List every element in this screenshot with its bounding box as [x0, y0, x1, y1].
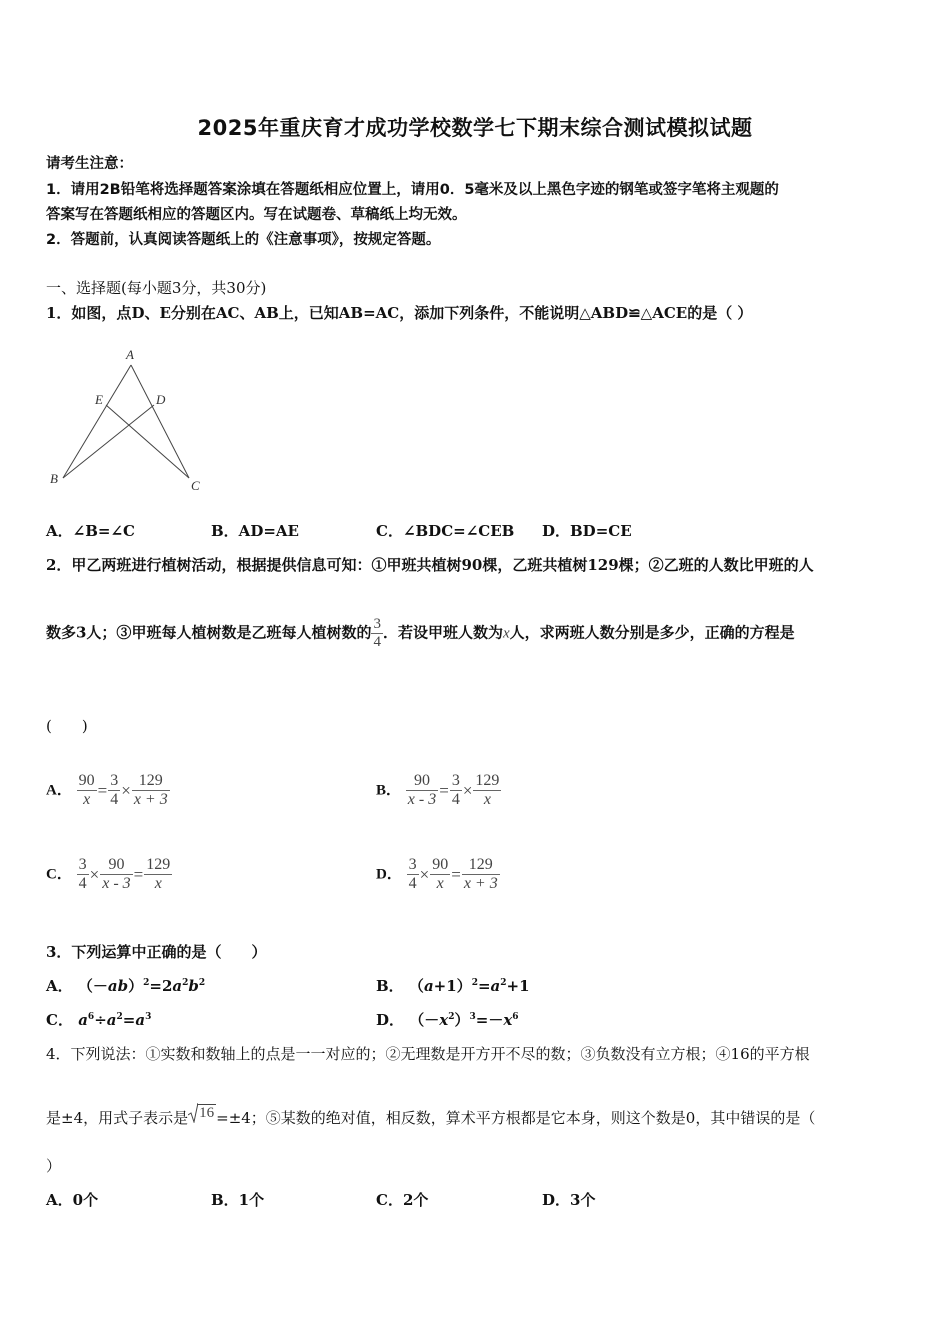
q2-option-c[interactable]: C． $\frac{3}{4}$ × $\frac{90}{x - 3}$ = $\frac{129}{x}$	[46, 856, 171, 892]
label-a: A	[126, 347, 134, 362]
line-ac	[131, 365, 189, 478]
question-4-line-3: ）	[46, 1157, 62, 1175]
q2-option-c-label: C．	[46, 866, 72, 883]
frac-90-over-x: $\frac{90}{x}$	[432, 856, 449, 892]
q1-option-b[interactable]: B．AD=AE	[211, 522, 299, 540]
q2-option-a-label: A．	[46, 782, 72, 799]
line-bd	[63, 405, 154, 478]
frac-129-over-xp3: $\frac{129}{x + 3}$	[463, 856, 498, 892]
line-ec	[106, 405, 189, 478]
frac-129-over-x: $\frac{129}{x}$	[146, 856, 171, 892]
frac-3-over-4: $\frac{3}{4}$	[78, 856, 87, 892]
q2-text-b: ．若设甲班人数为	[382, 623, 503, 642]
notice-line-1b: 答案写在答题纸相应的答题区内。写在试题卷、草稿纸上均无效。	[46, 207, 467, 223]
q4-option-d[interactable]: D．3个	[542, 1191, 596, 1209]
question-4-line-2	[46, 1105, 815, 1128]
q1-option-d[interactable]: D．BD=CE	[542, 522, 632, 540]
question-2-line-2	[46, 616, 795, 651]
question-4-line-1: 4．下列说法：①实数和数轴上的点是一一对应的；②无理数是开方开不尽的数；③负数没有立方根；④16的平方根	[46, 1045, 810, 1063]
frac-90-over-xm3: $\frac{90}{x - 3}$	[102, 856, 131, 892]
q2-frac-den: 4	[373, 634, 381, 650]
q2-option-a[interactable]: A． $\frac{90}{x}$ = $\frac{3}{4}$ × $\frac{129}{x + 3}$	[46, 772, 168, 808]
notice-line-2: 2．答题前，认真阅读答题纸上的《注意事项》，按规定答题。	[46, 232, 441, 248]
radical-sign-icon	[188, 1103, 198, 1123]
q2-answer-paren: ( )	[46, 717, 88, 735]
section-heading: 一、选择题(每小题3分，共30分)	[46, 279, 267, 297]
q3-option-b[interactable]: B． $(a+1)^2=a^2+1$	[376, 977, 530, 995]
q3-option-d[interactable]: D． $(-x^2)^3=-x^6$	[376, 1011, 519, 1029]
question-1-text: 1．如图，点D、E分别在AC、AB上，已知AB=AC，添加下列条件，不能说明△ABD≌△ACE的是（ ）	[46, 304, 753, 322]
q2-option-b-label: B．	[376, 782, 402, 799]
frac-90-over-x: $\frac{90}{x}$	[78, 772, 95, 808]
triangle-figure	[44, 345, 214, 495]
q3-option-d-label: D．	[376, 1011, 405, 1029]
question-3-text: 3．下列运算中正确的是（ ）	[46, 943, 267, 961]
q4-text-a: 是±4，用式子表示是	[46, 1109, 189, 1127]
q2-option-b[interactable]: B． $\frac{90}{x - 3}$ = $\frac{3}{4}$ × $\frac{129}{x}$	[376, 772, 500, 808]
q3-option-a[interactable]: A． $(-ab)^2=2a^2b^2$	[46, 977, 206, 995]
notice-line-1: 1．请用2B铅笔将选择题答案涂填在答题纸相应位置上，请用0．5毫米及以上黑色字迹的钢笔或签字笔将主观题的	[46, 182, 779, 198]
frac-90-over-xm3: $\frac{90}{x - 3}$	[407, 772, 437, 808]
line-ab	[63, 365, 131, 478]
q3-option-a-label: A．	[46, 977, 73, 995]
label-c: C	[191, 478, 200, 493]
notice-heading: 请考生注意：	[46, 156, 133, 172]
q1-option-a[interactable]: A．∠B=∠C	[46, 522, 135, 540]
label-e: E	[95, 392, 103, 407]
frac-3-over-4: $\frac{3}{4}$	[408, 856, 417, 892]
label-b: B	[50, 471, 58, 486]
q2-variable-x: x	[502, 625, 510, 642]
q3-option-c-label: C．	[46, 1011, 73, 1029]
frac-3-over-4: $\frac{3}{4}$	[451, 772, 460, 808]
q2-frac-num: 3	[373, 616, 381, 632]
sqrt-16: 16	[188, 1105, 216, 1122]
q1-option-c[interactable]: C．∠BDC=∠CEB	[376, 522, 515, 540]
frac-129-over-xp3: $\frac{129}{x + 3}$	[133, 772, 168, 808]
frac-129-over-x: $\frac{129}{x}$	[475, 772, 500, 808]
question-2-line-1: 2．甲乙两班进行植树活动，根据提供信息可知：①甲班共植树90棵，乙班共植树129棵；②乙班的人数比甲班的人	[46, 556, 814, 574]
q3-option-c[interactable]: C． $a^6\div a^2=a^3$	[46, 1011, 152, 1029]
q2-text-c: 人，求两班人数分别是多少，正确的方程是	[509, 623, 795, 642]
q2-option-d-label: D．	[376, 866, 402, 883]
q4-option-a[interactable]: A．0个	[46, 1191, 99, 1209]
q4-text-b: =±4；⑤某数的绝对值，相反数，算术平方根都是它本身，则这个数是0，其中错误的是（	[216, 1109, 816, 1127]
q4-option-b[interactable]: B．1个	[211, 1191, 265, 1209]
q3-option-b-label: B．	[376, 977, 404, 995]
label-d: D	[156, 392, 166, 407]
q2-text-a: 数多3人；③甲班每人植树数是乙班每人植树数的	[46, 623, 372, 642]
q4-option-c[interactable]: C．2个	[376, 1191, 429, 1209]
frac-3-over-4: $\frac{3}{4}$	[110, 772, 119, 808]
q2-fraction-three-quarters	[371, 616, 383, 651]
q2-option-d[interactable]: D． $\frac{3}{4}$ × $\frac{90}{x}$ = $\frac{129}{x + 3}$	[376, 856, 498, 892]
page-title: 2025年重庆育才成功学校数学七下期末综合测试模拟试题	[197, 116, 753, 140]
